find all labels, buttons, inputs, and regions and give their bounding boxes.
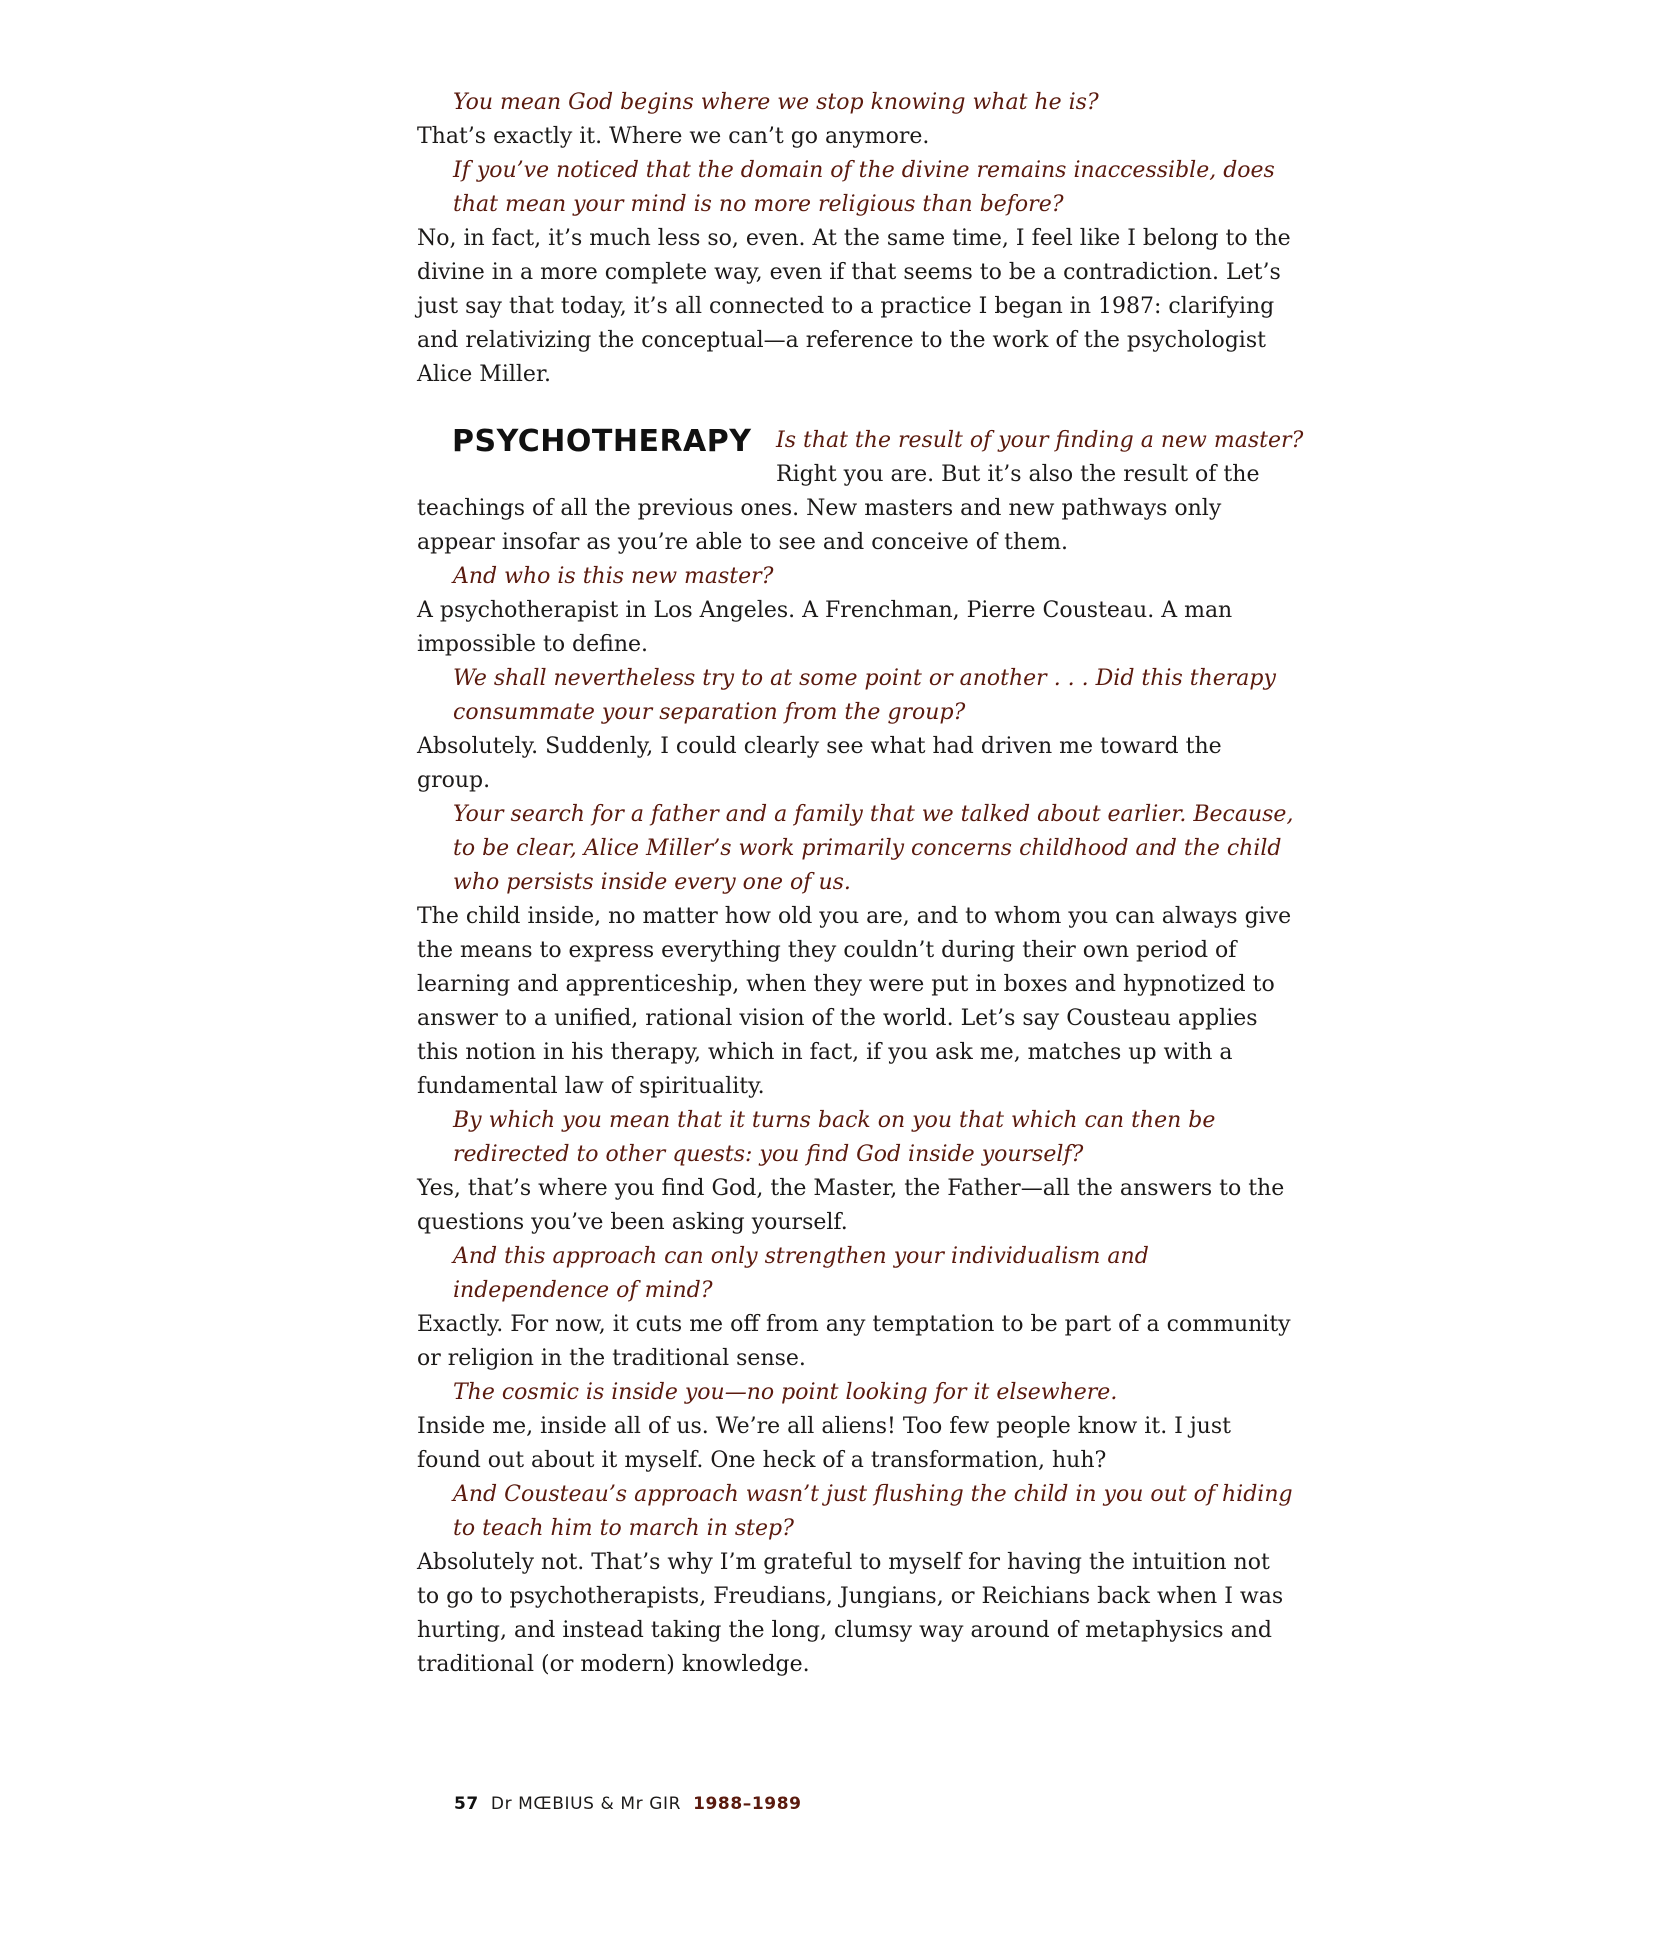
answer-paragraph: Yes, that’s where you find God, the Master, the Father—all the answers to the questions you’ve been asking yourself. (417, 1176, 1285, 1235)
page-footer (454, 1794, 802, 1814)
answer-paragraph: Absolutely. Suddenly, I could clearly see what had driven me toward the group. (417, 734, 1222, 793)
answer-paragraph-start: Right you are. But it’s also the result of the (776, 462, 1260, 487)
question-paragraph: And this approach can only strengthen your individualism and independence of mind? (453, 1244, 1149, 1303)
question-paragraph: By which you mean that it turns back on you that which can then be redirected to other quests: you find God inside yourself? (453, 1108, 1216, 1167)
question-paragraph: If you’ve noticed that the domain of the divine remains inaccessible, does that mean your mind is no more religious than before? (453, 158, 1275, 217)
answer-paragraph: A psychotherapist in Los Angeles. A Frenchman, Pierre Cousteau. A man impossible to define. (417, 598, 1233, 657)
question-paragraph: The cosmic is inside you—no point looking for it elsewhere. (453, 1380, 1118, 1405)
section-heading: PSYCHOTHERAPY (452, 424, 752, 459)
book-title: Dr MŒBIUS & Mr GIR (490, 1794, 682, 1814)
answer-paragraph: The child inside, no matter how old you are, and to whom you can always give the means to express everything they couldn’t during their own period of learning and apprenticeship, when they were put in boxes and hypnotized to answer to a unified, rational vision of the world. Let’s say Cousteau applies this notion in his therapy, which in fact, if you ask me, matches up with a fundamental law of spirituality. (417, 904, 1292, 1099)
answer-paragraph: Absolutely not. That’s why I’m grateful to myself for having the intuition not to go to psychotherapists, Freudians, Jungians, or Reichians back when I was hurting, and instead taking the long, clumsy way around of metaphysics and traditional (or modern) knowledge. (417, 1550, 1284, 1677)
question-paragraph: Your search for a father and a family that we talked about earlier. Because, to be clear, Alice Miller’s work primarily concerns childhood and the child who persists inside every one of us. (453, 802, 1294, 895)
answer-paragraph: That’s exactly it. Where we can’t go anymore. (417, 124, 930, 149)
answer-paragraph-continued: teachings of all the previous ones. New masters and new pathways only appear insofar as you’re able to see and conceive of them. (417, 496, 1222, 555)
question-paragraph: We shall nevertheless try to at some point or another . . . Did this therapy consummate your separation from the group? (453, 666, 1276, 725)
question-paragraph: And Cousteau’s approach wasn’t just flushing the child in you out of hiding to teach him to march in step? (453, 1482, 1293, 1541)
answer-paragraph: No, in fact, it’s much less so, even. At the same time, I feel like I belong to the divine in a more complete way, even if that seems to be a contradiction. Let’s just say that today, it’s all connected to a practice I began in 1987: clarifying and relativizing the conceptual—a reference to the work of the psychologist Alice Miller. (417, 226, 1291, 387)
answer-paragraph: Inside me, inside all of us. We’re all aliens! Too few people know it. I just found out about it myself. One heck of a transformation, huh? (417, 1414, 1231, 1473)
chapter-years: 1988–1989 (693, 1794, 802, 1814)
question-paragraph: And who is this new master? (453, 564, 774, 589)
question-paragraph: Is that the result of your finding a new master? (776, 428, 1304, 453)
question-paragraph: You mean God begins where we stop knowing what he is? (453, 90, 1099, 115)
page-number: 57 (454, 1794, 479, 1814)
interview-body (417, 492, 1297, 1682)
intro-text (417, 86, 1297, 392)
answer-paragraph: Exactly. For now, it cuts me off from any temptation to be part of a community or religion in the traditional sense. (417, 1312, 1291, 1371)
